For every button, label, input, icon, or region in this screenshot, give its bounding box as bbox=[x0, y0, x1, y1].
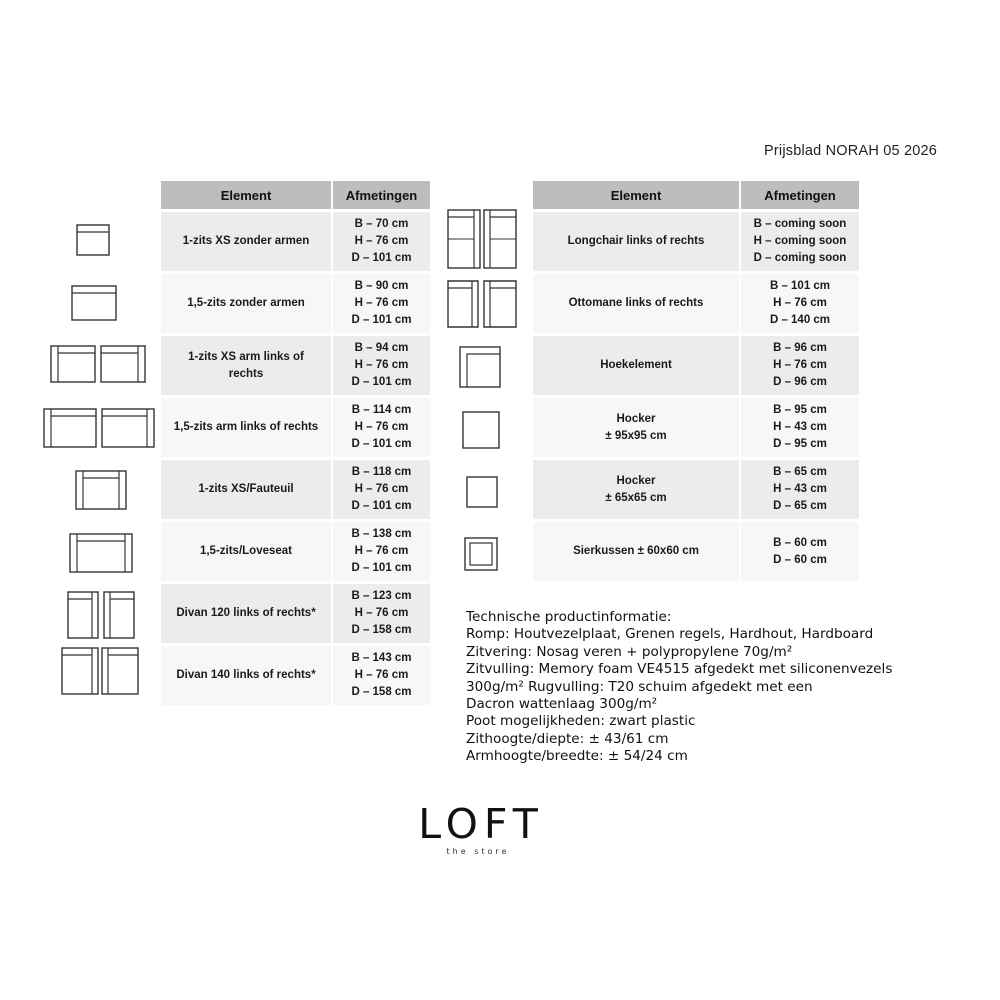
element-name-cell bbox=[533, 460, 739, 519]
column-header-dimensions: Afmetingen bbox=[739, 181, 859, 209]
dimension-value: B – 90 cm bbox=[354, 280, 409, 292]
right-dimensions-table bbox=[533, 178, 859, 584]
left-dimensions-table bbox=[161, 178, 430, 708]
loft-logo bbox=[400, 802, 556, 856]
table-row bbox=[161, 274, 430, 333]
hocker-small-icon bbox=[466, 476, 498, 508]
tech-info-line: 300g/m² Rugvulling: T20 schuim afgedekt met een bbox=[466, 678, 813, 695]
tech-info-line: Romp: Houtvezelplaat, Grenen regels, Hardhout, Hardboard bbox=[466, 626, 874, 643]
element-name-cell bbox=[533, 336, 739, 395]
table-row bbox=[533, 274, 859, 333]
dimension-value: D – 60 cm bbox=[773, 553, 827, 566]
dimensions-cell bbox=[331, 584, 430, 643]
dimension-value: D – 158 cm bbox=[351, 686, 412, 698]
element-name-cell bbox=[161, 336, 331, 395]
dimension-value: D – 65 cm bbox=[773, 500, 827, 512]
dimension-value: H – 76 cm bbox=[354, 297, 409, 309]
dimension-value: B – 96 cm bbox=[773, 342, 827, 354]
dimensions-cell bbox=[739, 460, 859, 519]
armchair-icon bbox=[75, 470, 127, 510]
element-name-cell bbox=[161, 646, 331, 705]
dimension-value: B – 114 cm bbox=[351, 404, 412, 416]
dimensions-cell bbox=[331, 398, 430, 457]
element-name-cell bbox=[533, 522, 739, 581]
corner-element-icon bbox=[459, 346, 501, 388]
table-row bbox=[161, 646, 430, 705]
table-row bbox=[161, 336, 430, 395]
dimensions-cell bbox=[331, 274, 430, 333]
table-row bbox=[533, 336, 859, 395]
dimension-value: D – 101 cm bbox=[351, 438, 412, 450]
tech-info-line: Zithoogte/diepte: ± 43/61 cm bbox=[466, 730, 669, 747]
dimension-value: D – 101 cm bbox=[351, 252, 412, 264]
dimension-value: D – 140 cm bbox=[769, 314, 831, 326]
dimension-value: B – 123 cm bbox=[351, 590, 412, 602]
dimension-value: H – 76 cm bbox=[354, 607, 409, 619]
tech-info-line: Technische productinformatie: bbox=[466, 609, 672, 625]
table-row bbox=[533, 398, 859, 457]
dimensions-cell bbox=[739, 336, 859, 395]
element-name: 1,5-zits/Loveseat bbox=[199, 545, 293, 557]
dimension-value: H – 76 cm bbox=[354, 669, 409, 681]
element-name-cell bbox=[161, 460, 331, 519]
dimension-value: H – 76 cm bbox=[354, 235, 409, 247]
table-row bbox=[161, 522, 430, 581]
element-name: Hocker bbox=[616, 412, 656, 425]
divan-140-icon bbox=[61, 647, 139, 695]
element-name: ± 65x65 cm bbox=[605, 491, 667, 504]
longchair-icon bbox=[447, 209, 517, 269]
element-name: 1,5-zits zonder armen bbox=[187, 297, 305, 309]
dimension-value: D – 95 cm bbox=[773, 438, 827, 450]
dimension-value: B – 101 cm bbox=[769, 280, 831, 292]
table-row bbox=[533, 460, 859, 519]
table-row bbox=[161, 398, 430, 457]
dimension-value: H – 76 cm bbox=[773, 297, 827, 309]
sofa-seat-no-arms-icon bbox=[76, 224, 110, 256]
tech-info-line: Poot mogelijkheden: zwart plastic bbox=[466, 713, 696, 730]
column-header-dimensions: Afmetingen bbox=[331, 181, 430, 209]
element-name: 1-zits XS zonder armen bbox=[182, 235, 310, 247]
element-name: ± 95x95 cm bbox=[605, 429, 667, 442]
table-row bbox=[533, 212, 859, 271]
dimensions-cell bbox=[739, 398, 859, 457]
dimensions-cell bbox=[739, 274, 859, 333]
table-header-row bbox=[533, 181, 859, 209]
dimension-value: D – 101 cm bbox=[351, 376, 412, 388]
ottoman-icon bbox=[447, 280, 517, 328]
dimension-value: D – 96 cm bbox=[773, 376, 827, 388]
dimension-value: D – 158 cm bbox=[351, 624, 412, 636]
sofa-seat-wide-no-arms-icon bbox=[71, 285, 117, 321]
dimension-value: H – 76 cm bbox=[354, 421, 409, 433]
dimension-value: H – 76 cm bbox=[354, 483, 409, 495]
table-row bbox=[533, 522, 859, 581]
cushion-icon bbox=[464, 537, 498, 571]
dimension-value: B – 143 cm bbox=[351, 652, 412, 664]
sofa-seat-wide-one-arm-icon bbox=[43, 408, 155, 448]
logo-wordmark: LOFT bbox=[418, 800, 544, 848]
element-name-cell bbox=[161, 584, 331, 643]
table-row bbox=[161, 584, 430, 643]
table-row bbox=[161, 460, 430, 519]
column-header-element: Element bbox=[533, 181, 739, 209]
dimension-value: H – 43 cm bbox=[773, 483, 827, 495]
element-name: rechts bbox=[228, 367, 264, 380]
element-name-cell bbox=[161, 274, 331, 333]
dimension-value: B – 95 cm bbox=[773, 404, 827, 416]
element-name-cell bbox=[161, 522, 331, 581]
hocker-large-icon bbox=[462, 411, 500, 449]
element-name-cell bbox=[533, 274, 739, 333]
table-header-row bbox=[161, 181, 430, 209]
dimension-value: D – 101 cm bbox=[351, 314, 412, 326]
dimension-value: H – 76 cm bbox=[354, 359, 409, 371]
dimension-value: B – 94 cm bbox=[354, 342, 409, 354]
element-name: Longchair links of rechts bbox=[567, 235, 705, 247]
dimension-value: H – 43 cm bbox=[773, 421, 827, 433]
dimension-value: B – 65 cm bbox=[773, 466, 827, 478]
loveseat-icon bbox=[69, 533, 133, 573]
element-name: Hoekelement bbox=[600, 359, 672, 371]
technical-product-info bbox=[466, 609, 966, 766]
element-name-cell bbox=[533, 398, 739, 457]
sofa-seat-one-arm-icon bbox=[50, 345, 146, 383]
element-name: Divan 140 links of rechts* bbox=[176, 669, 316, 681]
dimensions-cell bbox=[331, 646, 430, 705]
dimensions-cell bbox=[331, 212, 430, 271]
logo-tagline: the store bbox=[446, 847, 510, 856]
price-sheet-title: Prijsblad NORAH 05 2026 bbox=[764, 143, 938, 159]
column-header-element: Element bbox=[161, 181, 331, 209]
table-row bbox=[161, 212, 430, 271]
dimension-value: B – 60 cm bbox=[773, 536, 827, 549]
tech-info-line: Zitvulling: Memory foam VE4515 afgedekt met siliconenvezels bbox=[466, 661, 893, 678]
dimensions-cell bbox=[739, 212, 859, 271]
element-name: 1,5-zits arm links of rechts bbox=[173, 421, 319, 433]
dimension-value: D – coming soon bbox=[753, 252, 847, 264]
dimension-value: B – 138 cm bbox=[351, 528, 412, 540]
dimension-value: D – 101 cm bbox=[351, 562, 412, 574]
element-name: 1-zits XS arm links of bbox=[188, 350, 304, 363]
dimensions-cell bbox=[331, 522, 430, 581]
element-name: 1-zits XS/Fauteuil bbox=[198, 483, 294, 495]
element-name-cell bbox=[161, 212, 331, 271]
tech-info-line: Dacron wattenlaag 300g/m² bbox=[466, 696, 658, 713]
dimension-value: B – coming soon bbox=[753, 218, 847, 230]
dimension-value: B – 70 cm bbox=[354, 218, 409, 230]
dimension-value: H – coming soon bbox=[753, 235, 847, 247]
dimension-value: H – 76 cm bbox=[354, 545, 409, 557]
element-name-cell bbox=[533, 212, 739, 271]
element-name: Ottomane links of rechts bbox=[568, 297, 704, 309]
dimensions-cell bbox=[331, 460, 430, 519]
tech-info-line: Zitvering: Nosag veren + polypropylene 70g/m² bbox=[466, 643, 793, 660]
element-name: Hocker bbox=[616, 474, 656, 487]
dimension-value: D – 101 cm bbox=[351, 500, 412, 512]
element-name: Sierkussen ± 60x60 cm bbox=[573, 545, 699, 557]
dimension-value: B – 118 cm bbox=[351, 466, 412, 478]
dimension-value: H – 76 cm bbox=[773, 359, 827, 371]
element-name-cell bbox=[161, 398, 331, 457]
element-name: Divan 120 links of rechts* bbox=[176, 607, 316, 619]
divan-120-icon bbox=[67, 591, 135, 639]
dimensions-cell bbox=[739, 522, 859, 581]
dimensions-cell bbox=[331, 336, 430, 395]
tech-info-line: Armhoogte/breedte: ± 54/24 cm bbox=[466, 748, 688, 765]
